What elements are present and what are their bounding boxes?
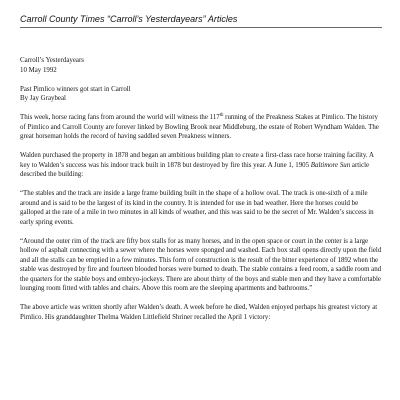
paragraph-text: This week, horse racing fans from around the world will witness the 117 xyxy=(20,114,220,121)
article-body xyxy=(20,56,382,322)
paragraph-text: Walden purchased the property in 1878 and began an ambitious building plan to create a first-class race horse training facility. A key to Walden’s success was his indoor track built in 1878 but destroyed by fire this year. A June 1, 1905 xyxy=(20,152,374,169)
page-header-title: Carroll County Times “Carroll’s Yesterdayears” Articles xyxy=(20,14,238,24)
paragraph-text: running of the Preakness Stakes at Pimlico. The history of Pimlico and Carroll County are forever linked by Bowling Brook near Middleburg, the estate of Robert Wyndham Walden. The great horseman holds the record of having saddled seven Preakness winners. xyxy=(20,114,379,140)
article-headline: Past Pimlico winners got start in Carroll xyxy=(20,85,131,93)
article-date: 10 May 1992 xyxy=(20,66,57,74)
publication-name: Baltimore Sun xyxy=(310,161,351,169)
paragraph-victory: The above article was written shortly after Walden’s death. A week before he died, Walden enjoyed perhaps his greatest victory at Pimlico. His granddaughter Thelma Walden Littlefield Shriner recalled the April 1 victory: xyxy=(20,304,378,321)
paragraph-box-stalls-quote: “Around the outer rim of the track are fifty box stalls for as many horses, and in the open space or court in the center is a large hollow of asphalt connecting with a sewer where the horses were sponged and washed. Each box stall opens directly upon the field and all the stalls can be emptied in a few minutes. This form of construction is the result of the bitter experience of 1892 when the stable was destroyed by fire and fourteen blooded horses were burned to death. The stable contains a feed room, a saddle room and the quarters for the stable boys and embryo-jockeys. There are about thirty of the boys and stable men and they have a comfortable lounging room fitted with tables and chairs. Above this room are the sleeping apartments and bathrooms.” xyxy=(20,237,382,292)
paragraph-walden-property xyxy=(20,151,382,180)
article-byline: By Jay Graybeal xyxy=(20,95,66,102)
paragraph-stables-quote: “The stables and the track are inside a large frame building built in the shape of a hollow oval. The track is one-sixth of a mile around and is said to be the largest of its kind in the country. It is intended for use in bad weather. Here the horses could be galloped at the rate of a mile in two minutes in all kinds of weather, and this was said to be the secret of Mr. Walden’s success in early spring events. xyxy=(20,190,374,226)
ordinal-suffix: th xyxy=(219,113,224,119)
paragraph-text: article described the building: xyxy=(20,161,370,178)
header-divider xyxy=(20,27,382,28)
paragraph-preakness-intro xyxy=(20,113,382,142)
column-name: Carroll’s Yesterdayears xyxy=(20,57,84,64)
